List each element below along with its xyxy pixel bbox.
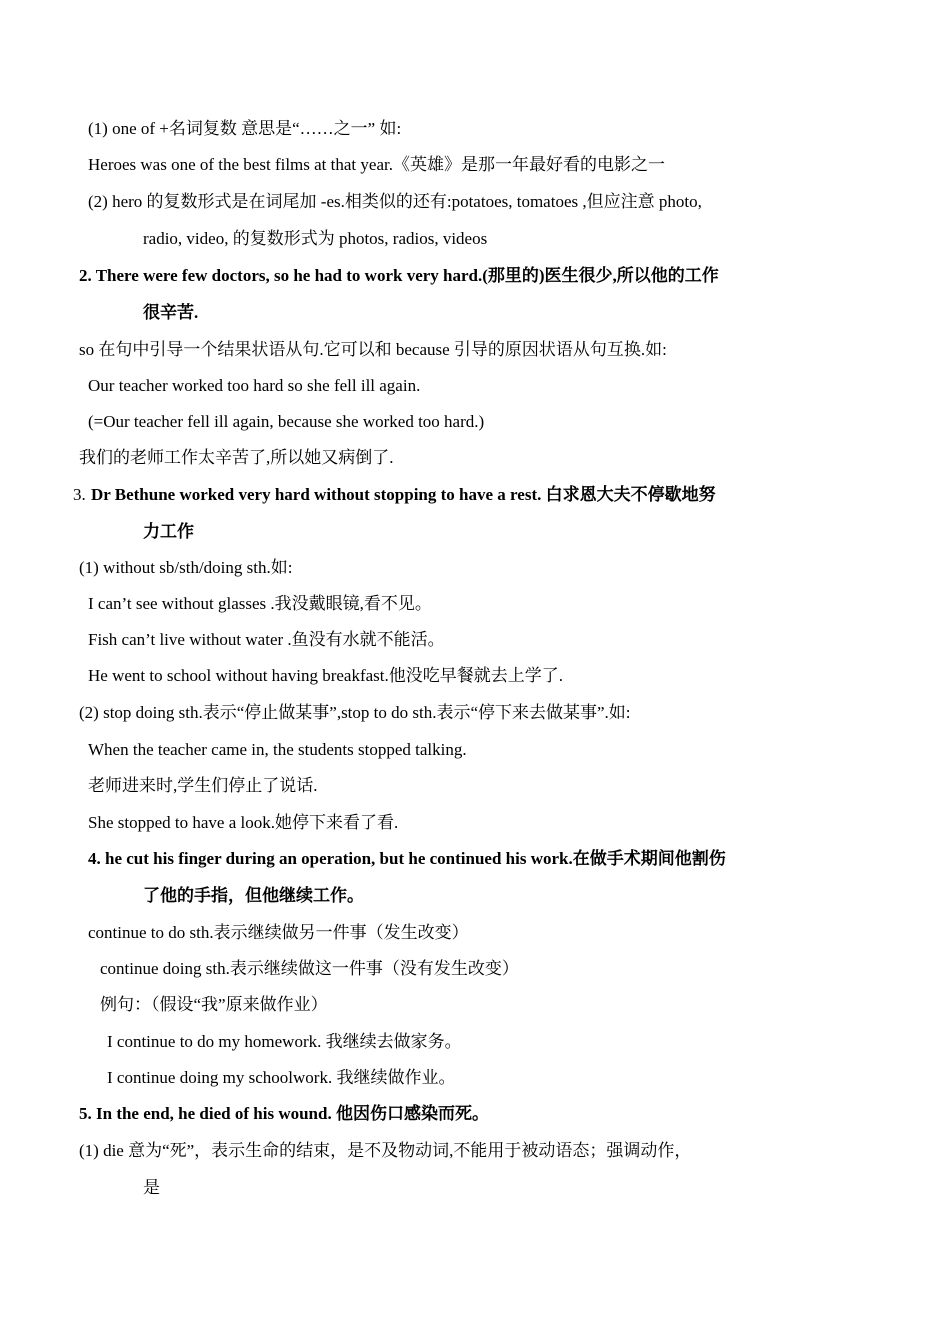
example-schoolwork: I continue doing my schoolwork. 我继续做作业。 <box>107 1068 456 1087</box>
note-3-1: (1) without sb/sth/doing sth.如: <box>79 558 293 577</box>
heading-4-cont: 了他的手指，但他继续工作。 <box>143 886 364 905</box>
example-glasses: I can’t see without glasses .我没戴眼镜,看不见。 <box>88 594 432 613</box>
note-1-2: (2) hero 的复数形式是在词尾加 -es.相类似的还有:potatoes, tomatoes ,但应注意 photo, <box>88 192 702 211</box>
heading-2: 2. There were few doctors, so he had to work very hard.(那里的)医生很少,所以他的工作 <box>79 266 719 285</box>
example-fish: Fish can’t live without water .鱼没有水就不能活。 <box>88 630 445 649</box>
note-3-2: (2) stop doing sth.表示“停止做某事”,stop to do sth.表示“停下来去做某事”.如: <box>79 703 631 722</box>
note-5-1-cont: 是 <box>143 1178 160 1197</box>
note-4-1: continue to do sth.表示继续做另一件事（发生改变） <box>88 923 469 942</box>
example-stopped-talking: When the teacher came in, the students stopped talking. <box>88 740 467 759</box>
heading-3-cont: 力工作 <box>143 522 194 541</box>
heading-4: 4. he cut his finger during an operation, but he continued his work.在做手术期间他割伤 <box>88 849 726 868</box>
note-5-1: (1) die 意为“死”，表示生命的结束，是不及物动词,不能用于被动语态；强调动作， <box>79 1141 692 1160</box>
example-homework: I continue to do my homework. 我继续去做家务。 <box>107 1032 462 1051</box>
heading-2-cont: 很辛苦. <box>143 303 199 322</box>
example-teacher-alt: (=Our teacher fell ill again, because she worked too hard.) <box>88 412 485 431</box>
heading-3: Dr Bethune worked very hard without stopping to have a rest. 白求恩大夫不停歇地努 <box>91 485 716 504</box>
example-teacher: Our teacher worked too hard so she fell ill again. <box>88 376 421 395</box>
note-2: so 在句中引导一个结果状语从句.它可以和 because 引导的原因状语从句互换.如: <box>79 340 667 359</box>
example-teacher-cn: 我们的老师工作太辛苦了,所以她又病倒了. <box>79 448 394 467</box>
note-1-1: (1) one of +名词复数 意思是“……之一” 如: <box>88 119 402 138</box>
heading-3-number: 3. <box>73 485 86 504</box>
example-label: 例句：（假设“我”原来做作业） <box>100 995 328 1014</box>
example-look: She stopped to have a look.她停下来看了看. <box>88 813 399 832</box>
example-heroes: Heroes was one of the best films at that year.《英雄》是那一年最好看的电影之一 <box>88 155 665 174</box>
example-stopped-talking-cn: 老师进来时,学生们停止了说话. <box>88 776 318 795</box>
note-1-2-cont: radio, video, 的复数形式为 photos, radios, videos <box>143 229 488 248</box>
example-breakfast: He went to school without having breakfast.他没吃早餐就去上学了. <box>88 666 563 685</box>
note-4-2: continue doing sth.表示继续做这一件事（没有发生改变） <box>100 959 519 978</box>
heading-5: 5. In the end, he died of his wound. 他因伤口感染而死。 <box>79 1104 489 1123</box>
